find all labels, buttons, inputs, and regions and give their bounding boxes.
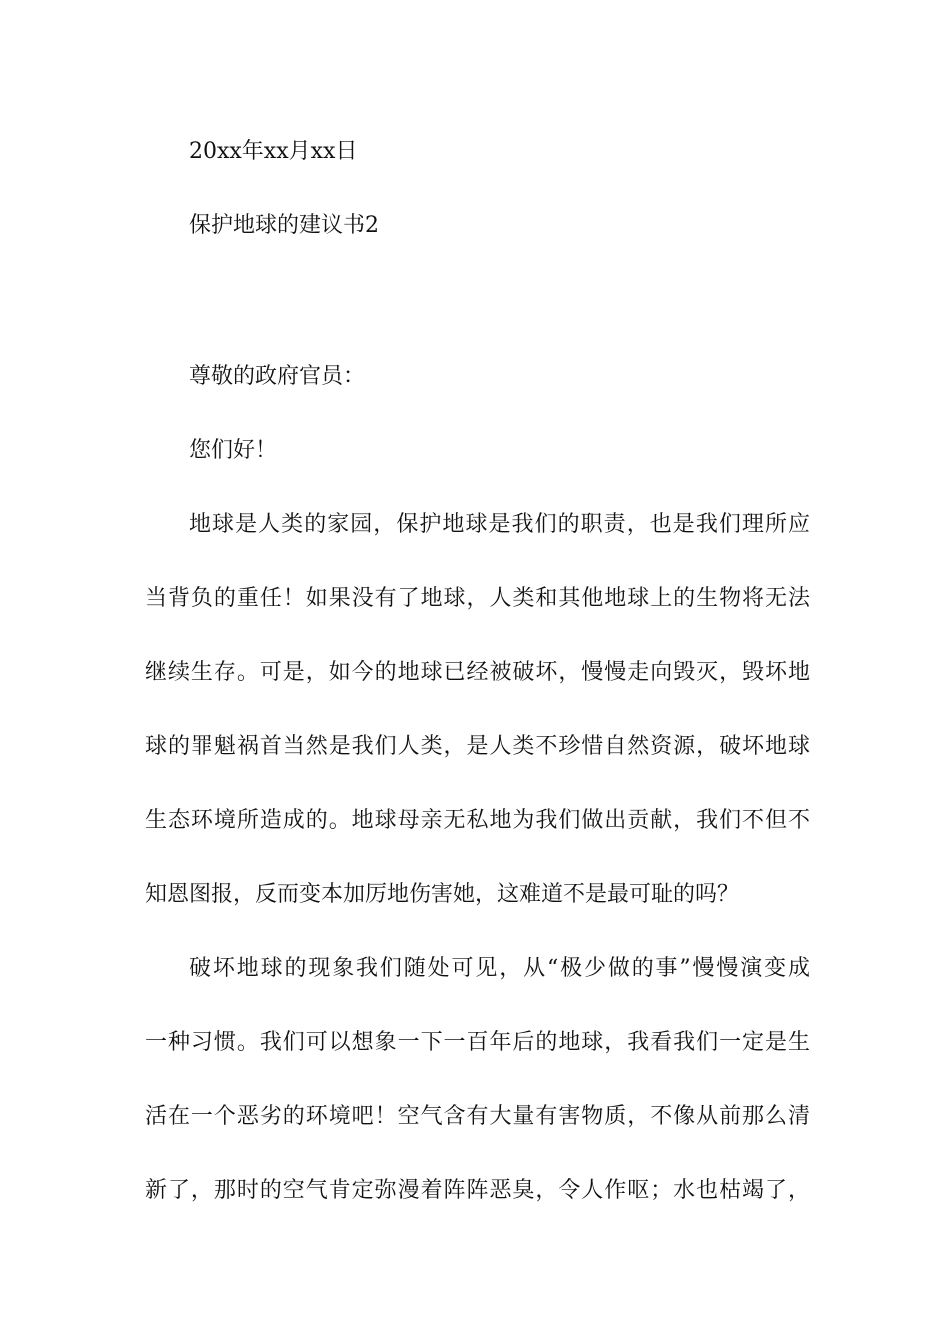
document-title: 保护地球的建议书2 bbox=[189, 213, 379, 238]
paragraph2-line-2: 一种习惯。我们可以想象一下一百年后的地球，我看我们一定是生 bbox=[145, 1030, 810, 1055]
paragraph1-line-5: 生态环境所造成的。地球母亲无私地为我们做出贡献，我们不但不 bbox=[145, 808, 810, 833]
paragraph2-line-3: 活在一个恶劣的环境吧！空气含有大量有害物质，不像从前那么清 bbox=[145, 1104, 810, 1129]
paragraph1-line-1: 地球是人类的家园，保护地球是我们的职责，也是我们理所应 bbox=[189, 512, 810, 537]
salutation: 尊敬的政府官员： bbox=[189, 364, 366, 389]
paragraph1-line-6: 知恩图报，反而变本加厉地伤害她，这难道不是最可耻的吗？ bbox=[145, 882, 740, 907]
paragraph1-line-4: 球的罪魁祸首当然是我们人类，是人类不珍惜自然资源，破坏地球 bbox=[145, 734, 810, 759]
greeting: 您们好！ bbox=[189, 438, 278, 463]
paragraph2-line-4: 新了，那时的空气肯定弥漫着阵阵恶臭，令人作呕；水也枯竭了， bbox=[145, 1178, 810, 1203]
paragraph1-line-3: 继续生存。可是，如今的地球已经被破坏，慢慢走向毁灭，毁坏地 bbox=[145, 660, 810, 685]
date-line: 20xx年xx月xx日 bbox=[189, 139, 358, 164]
paragraph2-line-1: 破坏地球的现象我们随处可见，从“极少做的事”慢慢演变成 bbox=[189, 956, 810, 981]
paragraph1-line-2: 当背负的重任！如果没有了地球，人类和其他地球上的生物将无法 bbox=[145, 586, 810, 611]
